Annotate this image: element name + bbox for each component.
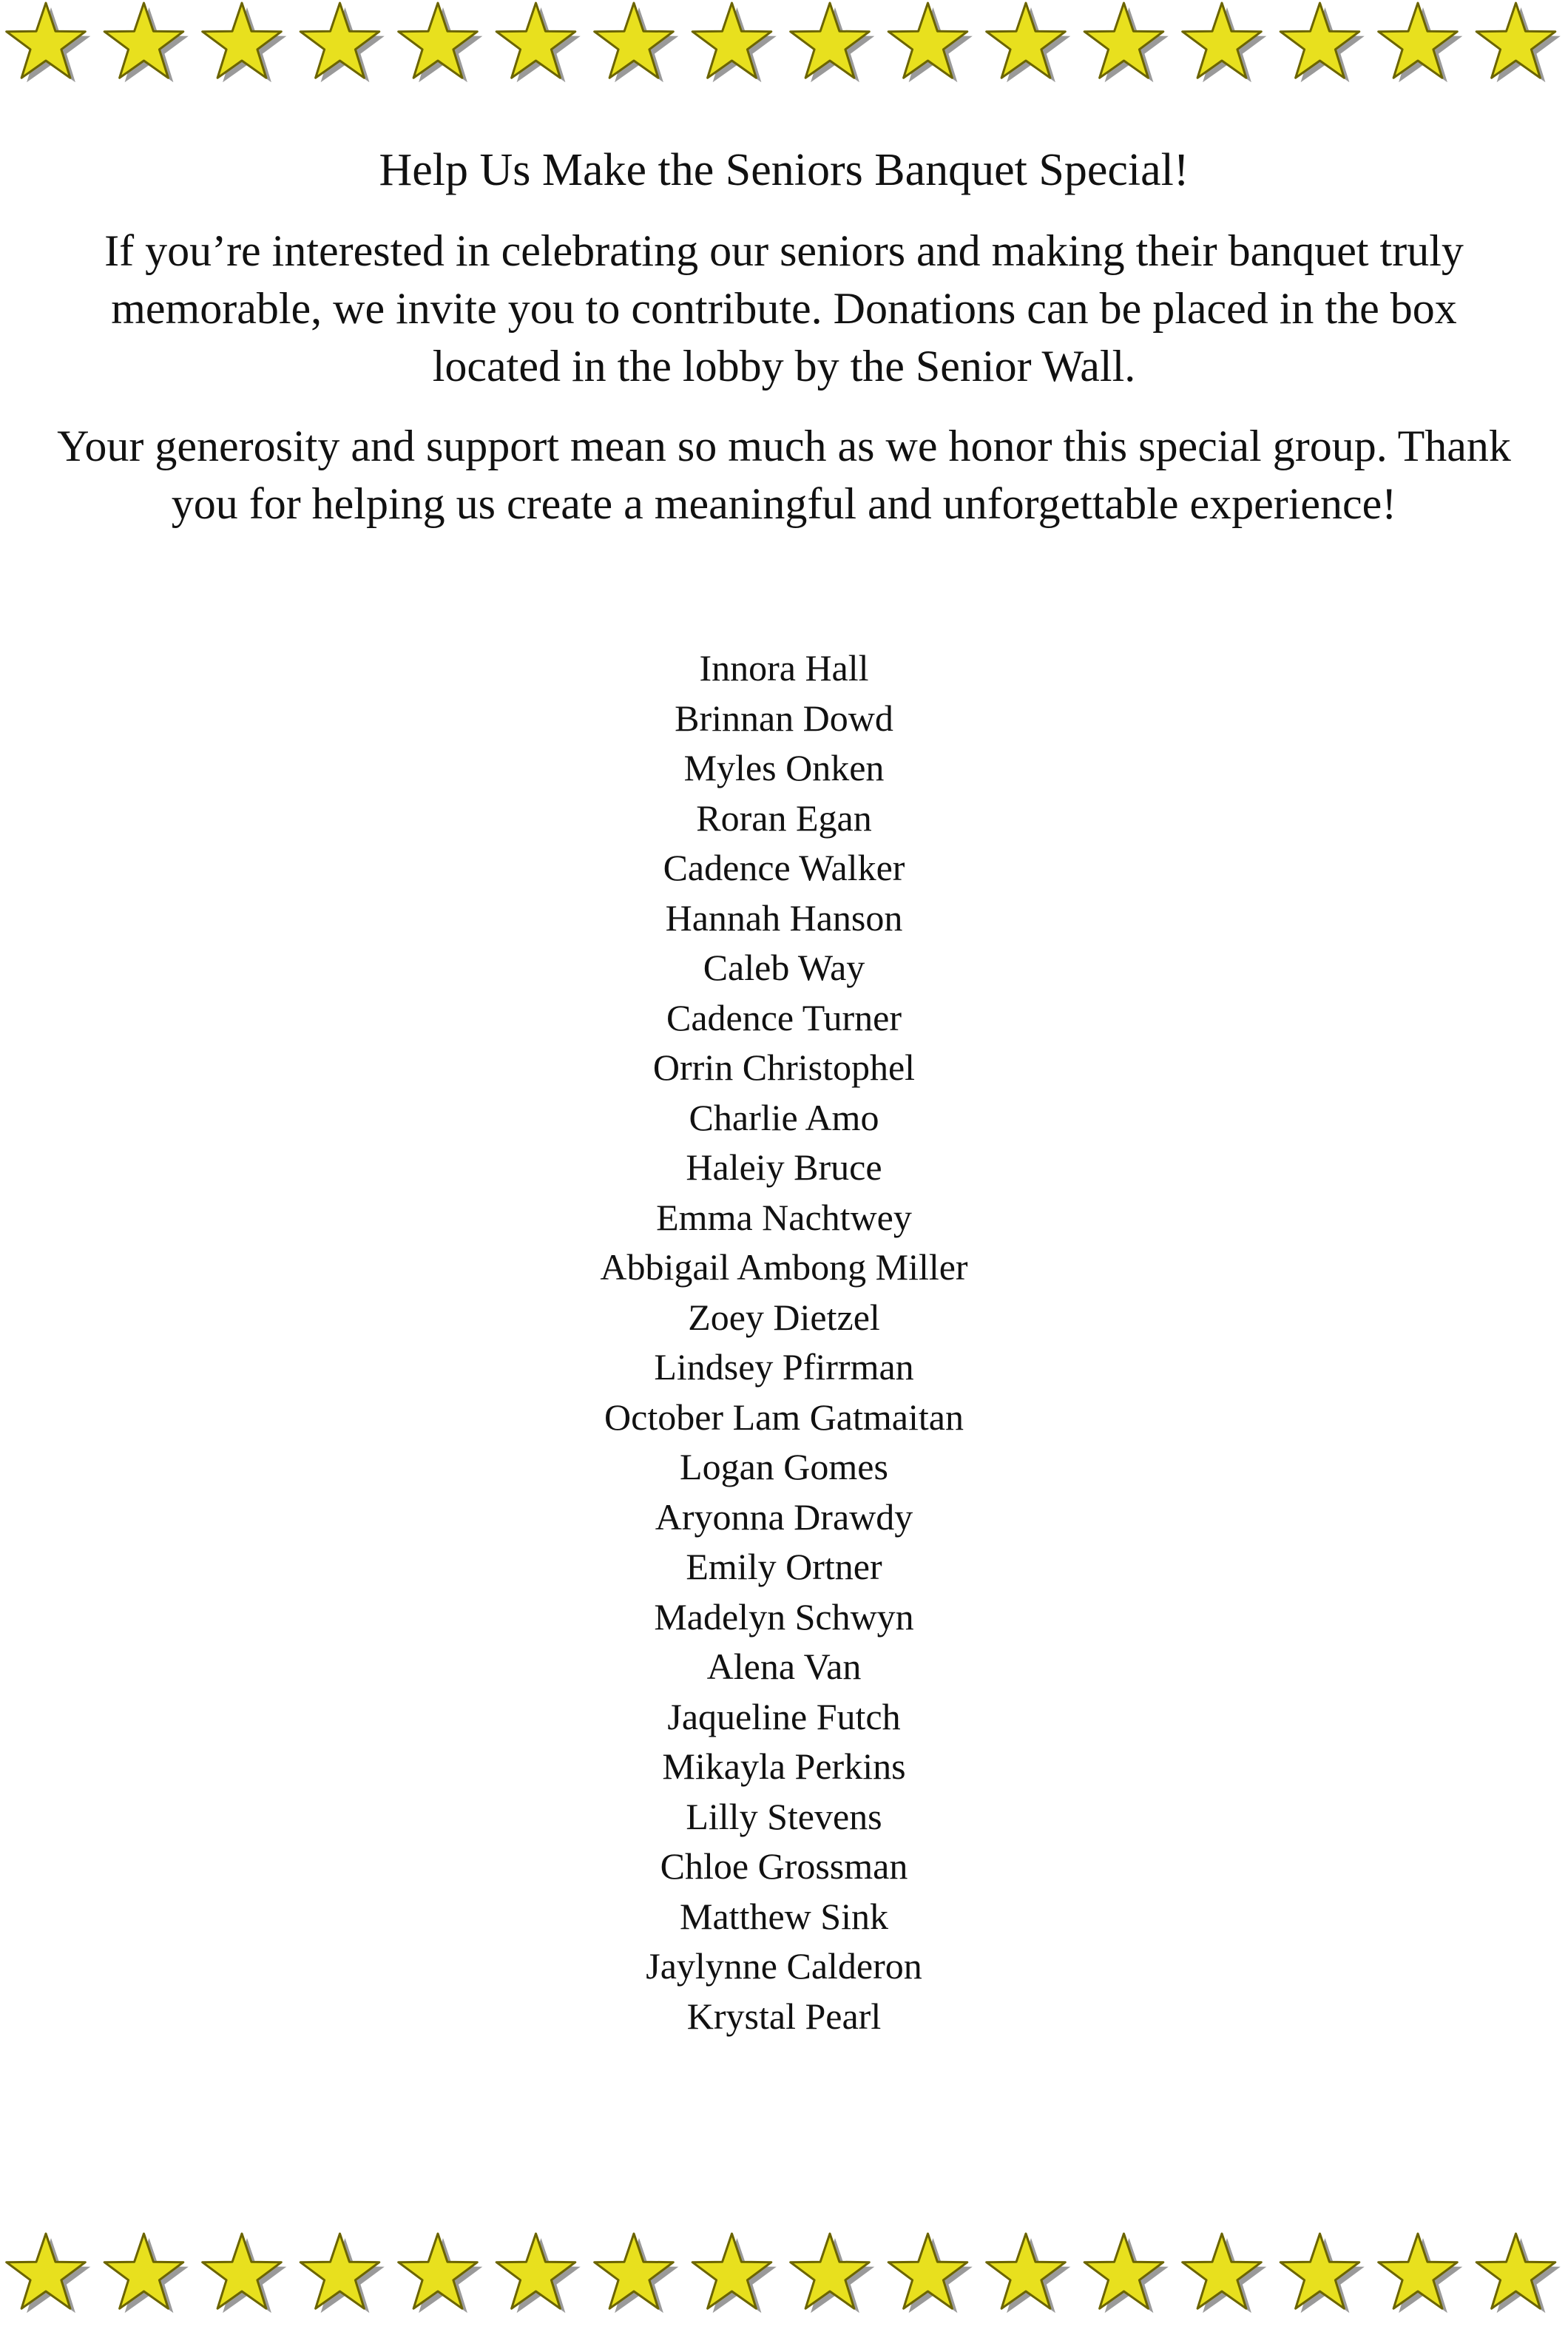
star-icon — [203, 2234, 287, 2313]
star-icon — [1379, 3, 1463, 82]
star-icon — [987, 2234, 1071, 2313]
donation-paragraph: If you’re interested in celebrating our seniors and making their banquet truly memorable, we invite you to contribute. Donations can be placed in the box located in the lobby by the Senior Wall. — [104, 226, 1464, 391]
senior-name: Hannah Hanson — [665, 896, 903, 939]
star-icon — [1183, 2234, 1267, 2313]
senior-name: October Lam Gatmaitan — [604, 1396, 964, 1438]
senior-name: Emma Nachtwey — [656, 1196, 912, 1238]
senior-name: Myles Onken — [683, 747, 885, 788]
senior-name: Haleiy Bruce — [686, 1146, 882, 1188]
star-icon — [1379, 2234, 1463, 2313]
senior-name: Matthew Sink — [680, 1895, 888, 1937]
senior-name: Krystal Pearl — [686, 1995, 882, 2037]
star-icon — [399, 2234, 483, 2313]
senior-name: Lindsey Pfirrman — [654, 1346, 914, 1388]
star-icon — [496, 2234, 581, 2313]
star-icon — [692, 2234, 777, 2313]
star-icon — [496, 3, 581, 82]
bottom-star-border — [0, 2231, 1568, 2319]
senior-name: Charlie Amo — [689, 1096, 879, 1138]
senior-name: Innora Hall — [699, 647, 869, 689]
star-icon — [595, 3, 679, 82]
star-icon — [1183, 3, 1267, 82]
star-icon — [7, 2234, 91, 2313]
senior-name: Chloe Grossman — [660, 1845, 908, 1887]
senior-name: Caleb Way — [703, 947, 865, 988]
senior-name: Mikayla Perkins — [662, 1745, 906, 1787]
senior-name: Aryonna Drawdy — [655, 1495, 913, 1538]
star-icon — [203, 3, 287, 82]
senior-name: Brinnan Dowd — [675, 697, 893, 739]
top-star-border — [0, 0, 1568, 89]
star-icon — [1280, 3, 1365, 82]
star-icon — [1476, 2234, 1561, 2313]
senior-name: Lilly Stevens — [686, 1795, 882, 1837]
senior-name: Roran Egan — [696, 797, 872, 839]
star-icon — [791, 2234, 875, 2313]
star-icon — [300, 2234, 385, 2313]
senior-name: Zoey Dietzel — [688, 1296, 880, 1338]
star-icon — [300, 3, 385, 82]
senior-name: Emily Ortner — [686, 1546, 882, 1587]
senior-name: Jaqueline Futch — [667, 1695, 901, 1737]
intro-section — [44, 141, 1524, 555]
senior-name: Cadence Walker — [663, 847, 905, 888]
star-icon — [1084, 3, 1169, 82]
senior-name: Abbigail Ambong Miller — [600, 1246, 968, 1288]
senior-name: Orrin Christophel — [652, 1047, 916, 1088]
senior-names-list — [0, 643, 1568, 2041]
star-icon — [7, 3, 91, 82]
star-icon — [692, 3, 777, 82]
star-icon — [1280, 2234, 1365, 2313]
senior-name: Jaylynne Calderon — [646, 1945, 922, 1987]
star-icon — [595, 2234, 679, 2313]
senior-name: Madelyn Schwyn — [654, 1595, 914, 1637]
star-icon — [1476, 3, 1561, 82]
senior-name: Alena Van — [706, 1646, 862, 1687]
star-icon — [987, 3, 1071, 82]
star-icon — [104, 2234, 189, 2313]
senior-name: Cadence Turner — [666, 996, 902, 1038]
star-icon — [1084, 2234, 1169, 2313]
star-icon — [104, 3, 189, 82]
star-icon — [791, 3, 875, 82]
star-icon — [399, 3, 483, 82]
page-heading: Help Us Make the Seniors Banquet Special! — [379, 145, 1189, 195]
star-icon — [888, 2234, 973, 2313]
thank-you-paragraph: Your generosity and support mean so much as we honor this special group. Thank you for helping us create a meaningful and unforgettable experience! — [57, 422, 1511, 528]
senior-name: Logan Gomes — [680, 1446, 888, 1487]
star-icon — [888, 3, 973, 82]
